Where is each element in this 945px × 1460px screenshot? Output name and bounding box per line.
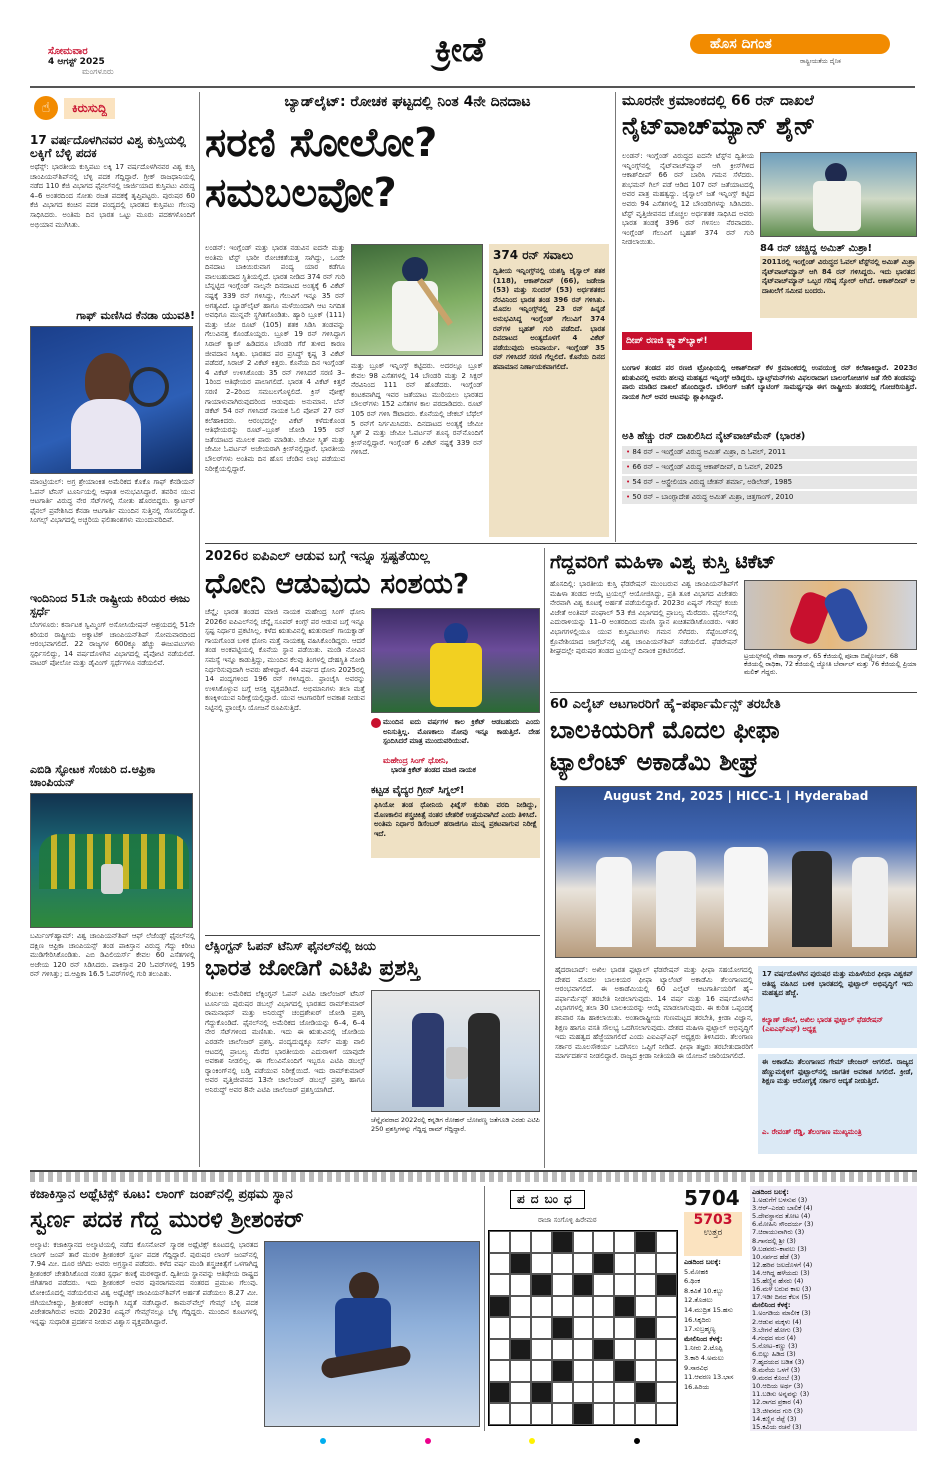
cell[interactable]	[552, 1274, 573, 1296]
kirusuddi-column	[30, 90, 195, 1170]
puzzle	[488, 1186, 917, 1431]
clue-item: 13.ಜೀವನದ ಗುರಿ (3)	[752, 1406, 803, 1415]
mishra-body: 2011ರಲ್ಲಿ ಇಂಗ್ಲೆಂಡ್ ವಿರುದ್ಧದ ಓವಲ್ ಟೆಸ್ಟ್‌ನಲ್ಲಿ ಅಮಿತ್ ಮಿಶ್ರಾ ನೈಟ್‌ವಾಚ್‌ಮ್ಯಾನ್ ಆಗಿ 84 ರನ್ ಗಳಿಸಿದ್ದರು. ಇದು ಭಾರತದ ನೈಟ್‌ವಾಚ್‌ಮ್ಯಾನ್ ಒಬ್ಬರ ಗರಿಷ್ಠ ಸ್ಕೋರ್ ಆಗಿದೆ. ಆಕಾಶ್‌ದೀಪ್ ಆ ದಾಖಲೆಗೆ ಸಮೀಪ ಬಂದರು.	[760, 256, 917, 318]
cell[interactable]	[573, 1296, 594, 1318]
cell[interactable]	[635, 1296, 656, 1318]
wrestling-caption: ಟ್ರಯಲ್ಸ್‌ನಲ್ಲಿ ನೇಹಾ ಸಾಂಗ್ವಾನ್, 65 ಕೆಜಿಯಲ್ಲಿ ಪೂಜಾ ಬಿಷ್ಣೋಯ್, 68 ಕೆಜಿಯಲ್ಲಿ ರಾಧಿಕಾ, 72 ಕೆಜಿಯಲ್ಲಿ ಜ್ಯೋತಿ ಬೆರ್ವಾಲ್ ಮತ್ತು 76 ಕೆಜಿಯಲ್ಲಿ ಪ್ರಿಯಾ ಮಲಿಕ್ ಗೆದ್ದರು.	[744, 652, 917, 676]
cell[interactable]	[656, 1231, 677, 1253]
clue-item: 14.ಮುದ್ರಿತ 15.ಹಸು	[684, 1305, 733, 1314]
cell[interactable]	[489, 1231, 510, 1253]
cell[interactable]	[489, 1403, 510, 1425]
clue-item: 17.ಸುಬ್ರಹ್ಮಣ್ಯ	[684, 1325, 716, 1334]
date-block	[48, 46, 188, 77]
clue-item: 3.ಕಾರಿ 4.ಅಮಲು	[684, 1353, 724, 1362]
mishra-head: 84 ರನ್ ಚಚ್ಚಿದ್ದ ಅಮಿತ್ ಮಿಶ್ರಾ!	[760, 243, 873, 254]
clue-item: 14.ಆಗಿದ್ದ ಹಳೆಯದು (3)	[752, 1268, 810, 1277]
cell[interactable]	[510, 1382, 531, 1404]
brief-1	[30, 134, 195, 303]
brief-2-head: ಗಾಫ್ ಮಣಿಸಿದ ಕೆನಡಾ ಯುವತಿ!	[76, 309, 195, 322]
clue-item: 14.ಕಣ್ಣಿನ ರೆಪ್ಪೆ (3)	[752, 1414, 797, 1423]
col-divider-puzzle	[484, 1186, 485, 1431]
brief-4	[30, 763, 195, 1052]
clue-item: 4.ಗಂಧದ ಮರ (4)	[752, 1333, 796, 1342]
brief-3	[30, 592, 195, 759]
lead-box	[489, 244, 609, 537]
cell[interactable]	[656, 1403, 677, 1425]
cell[interactable]	[656, 1253, 677, 1275]
yellow-dot	[529, 1438, 535, 1444]
cell[interactable]	[552, 1403, 573, 1425]
clue-item: 12.ತೊಡಲು	[684, 1296, 713, 1305]
cell[interactable]	[593, 1382, 614, 1404]
cell[interactable]	[635, 1403, 656, 1425]
masthead-city: ಮಂಗಳೂರು	[82, 67, 114, 76]
cell[interactable]	[489, 1317, 510, 1339]
cell[interactable]	[531, 1403, 552, 1425]
dhoni-body: ಚೆನ್ನೈ: ಭಾರತ ತಂಡದ ಮಾಜಿ ನಾಯಕ ಮಹೇಂದ್ರ ಸಿಂಗ್ ಧೋನಿ 2026ರ ಐಪಿಎಲ್‌ನಲ್ಲಿ ಚೆನ್ನೈ ಸೂಪರ್ ಕಿಂಗ್ಸ್ ಪರ ಆಡುವ ಬಗ್ಗೆ ಇನ್ನೂ ಸ್ಪಷ್ಟ ನಿರ್ಧಾರ ಪ್ರಕಟಿಸಿಲ್ಲ. ಕಳೆದ ಋತುವಿನಲ್ಲಿ ಋತುರಾಜ್ ಗಾಯಕ್ವಾಡ್ ಗಾಯಗೊಂಡ ಬಳಿಕ ಧೋನಿ ಮತ್ತೆ ನಾಯಕತ್ವ ವಹಿಸಿಕೊಂಡಿದ್ದರು. ಆದರೆ ತಂಡ ಅಂಕಪಟ್ಟಿಯಲ್ಲಿ ಕೊನೆಯ ಸ್ಥಾನ ಪಡೆಯಿತು. ಮಂಡಿ ನೋವಿನ ಸಮಸ್ಯೆ ಇನ್ನೂ ಕಾಡುತ್ತಿದ್ದು, ಮುಂದಿನ ಕೆಲವು ತಿಂಗಳಲ್ಲಿ ದೇಹಸ್ಥಿತಿ ನೋಡಿ ನಿರ್ಧರಿಸುವುದಾಗಿ ಅವರು ಹೇಳಿದ್ದಾರೆ. 44 ವರ್ಷದ ಧೋನಿ 2025ರಲ್ಲಿ 14 ಪಂದ್ಯಗಳಿಂದ 196 ರನ್ ಗಳಿಸಿದ್ದರು. ಫ್ರಾಂಚೈಸಿ ಅವರನ್ನು ಉಳಿಸಿಕೊಳ್ಳುವ ಬಗ್ಗೆ ಆಸಕ್ತಿ ವ್ಯಕ್ತಪಡಿಸಿದೆ. ಅಭಿಮಾನಿಗಳು ತಲಾ ಮತ್ತೆ ಕಣಕ್ಕಿಳಿಯುವ ನಿರೀಕ್ಷೆಯಲ್ಲಿದ್ದಾರೆ. ಯುವ ಆಟಗಾರರಿಗೆ ಅವಕಾಶ ನೀಡುವ ನಿಟ್ಟಿನಲ್ಲಿ ಫ್ರಾಂಚೈಸಿ ಯೋಜನೆ ರೂಪಿಸುತ್ತಿದೆ.	[205, 608, 365, 712]
block-cell	[552, 1231, 573, 1253]
logo-text: ಹೊಸ ದಿಗಂತ	[710, 36, 772, 52]
kirusuddi-label: ಕಿರುಸುದ್ದಿ	[64, 98, 115, 119]
dhoni-quote-role: ಭಾರತ ಕ್ರಿಕೆಟ್ ತಂಡದ ಮಾಜಿ ನಾಯಕ	[391, 766, 476, 774]
clue-item: 10.ಸರ್ಪದ ಹೆಡೆ (3)	[752, 1252, 801, 1261]
cell[interactable]	[635, 1339, 656, 1361]
col-divider-1	[199, 92, 200, 1167]
lead-box-body: ದ್ವಿತೀಯ ಇನ್ನಿಂಗ್ಸ್‌ನಲ್ಲಿ ಯಶಸ್ವಿ ಜೈಸ್ವಾಲ್ ಶತಕ (118), ಆಕಾಶ್‌ದೀಪ್ (66), ಜಡೇಜಾ (53) ಮತ್ತು ಸುಂದರ್ (53) ಅರ್ಧಶತಕದ ನೆರವಿನಿಂದ ಭಾರತ ತಂಡ 396 ರನ್ ಗಳಿಸಿತು. ಮೊದಲ ಇನ್ನಿಂಗ್ಸ್‌ನಲ್ಲಿ 23 ರನ್ ಹಿನ್ನಡೆ ಅನುಭವಿಸಿದ್ದ ಇಂಗ್ಲೆಂಡ್ ಗೆಲುವಿಗೆ 374 ರನ್‌ಗಳ ಬೃಹತ್ ಗುರಿ ಪಡೆದಿದೆ. ಭಾರತ ದಿನದಾಟದ ಅಂತ್ಯದೊಳಗೆ 4 ವಿಕೆಟ್ ಪಡೆಯುವುದು ಅನಿವಾರ್ಯ. ಇಂಗ್ಲೆಂಡ್ 35 ರನ್ ಗಳಿಸಿದರೆ ಸರಣಿ ಗೆಲ್ಲಲಿದೆ. ಕೊನೆಯ ದಿನದ ಹವಾಮಾನ ನಿರ್ಣಾಯಕವಾಗಲಿದೆ.	[493, 267, 605, 371]
dhoni-side-box	[371, 784, 540, 929]
clue-item: 15.ಕವಿಯ ರಚನೆ (3)	[752, 1422, 802, 1431]
block-cell	[593, 1339, 614, 1361]
lead-kicker: ಬ್ಯಾಡ್‌ಲೈಟ್: ರೋಚಕ ಘಟ್ಟದಲ್ಲಿ ನಿಂತ 4ನೇ ದಿನದಾಟ	[284, 94, 531, 110]
tennis-head: ಭಾರತ ಜೋಡಿಗೆ ಎಟಿಪಿ ಪ್ರಶಸ್ತಿ	[205, 956, 421, 981]
brief-2-body: ಮಾಂಟ್ರಿಯಲ್: ಅಗ್ರ ಶ್ರೇಯಾಂಕಿತ ಅಮೆರಿಕದ ಕೊಕೊ ಗಾಫ್ ಕೆನಡಿಯನ್ ಓಪನ್ ಟೆನಿಸ್ ಟೂರ್ನಿಯಲ್ಲಿ ಆಘಾತ ಅನುಭವಿಸಿದ್ದಾರೆ. ತವರಿನ ಯುವ ಆಟಗಾರ್ತಿ ವಿರುದ್ಧ ನೇರ ಸೆಟ್‌ಗಳಲ್ಲಿ ಸೋತು ಹೊರಬಿದ್ದರು. ಕ್ವಾರ್ಟರ್ ಫೈನಲ್ ಪ್ರವೇಶಿಸಿದ ಕೆನಡಾ ಆಟಗಾರ್ತಿ ಮುಂದಿನ ಸುತ್ತಿನಲ್ಲಿ ಸೆಣಸಲಿದ್ದಾರೆ. ಸಿಂಗಲ್ಸ್ ವಿಭಾಗದಲ್ಲಿ ಅಚ್ಚರಿಯ ಫಲಿತಾಂಶಗಳು ಮುಂದುವರಿದಿವೆ.	[30, 478, 195, 525]
clue-item: 8.ಮನೆಯ ಒಳಗೆ (3)	[752, 1366, 801, 1375]
block-cell	[552, 1317, 573, 1339]
cell[interactable]	[531, 1317, 552, 1339]
masthead-rule	[30, 86, 915, 88]
dhoni-side-head: ಕಟ್ಟಡ ವೈದ್ಯರ ಗ್ರೀನ್ ಸಿಗ್ನಲ್!	[371, 785, 465, 796]
fifa-quote-2	[758, 1054, 917, 1154]
brief-1-head: 17 ವರ್ಷದೊಳಗಿನವರ ವಿಶ್ವ ಕುಸ್ತಿಯಲ್ಲಿ ಲಕ್ಕಿಗೆ ಬೆಳ್ಳಿ ಪದಕ	[30, 133, 187, 160]
cell[interactable]	[552, 1339, 573, 1361]
clue-item: 15.ಹೆಣ್ಣಿನ ಹೆಸರು (4)	[752, 1277, 804, 1286]
fifa-body: ಹೈದರಾಬಾದ್: ಅಖಿಲ ಭಾರತ ಫುಟ್ಬಾಲ್ ಫೆಡರೇಷನ್ ಮತ್ತು ಫೀಫಾ ಸಹಯೋಗದಲ್ಲಿ ದೇಶದ ಮೊದಲ ಬಾಲಕಿಯರ ಫೀಫಾ ಟ್ಯಾಲೆಂಟ್ ಅಕಾಡೆಮಿ ತೆಲಂಗಾಣದಲ್ಲಿ ಆರಂಭವಾಗಲಿದೆ. ಈ ಅಕಾಡೆಮಿಯಲ್ಲಿ 60 ಎಲೈಟ್ ಆಟಗಾರ್ತಿಯರಿಗೆ ಹೈ–ಪರ್ಫಾರ್ಮೆನ್ಸ್ ತರಬೇತಿ ನೀಡಲಾಗುವುದು. 14 ವರ್ಷ ಮತ್ತು 16 ವರ್ಷದೊಳಗಿನ ವಿಭಾಗಗಳಲ್ಲಿ ತಲಾ 30 ಬಾಲಕಿಯರನ್ನು ಆಯ್ಕೆ ಮಾಡಲಾಗುವುದು. ಈ ಕುರಿತ ಒಪ್ಪಂದಕ್ಕೆ ಶನಿವಾರ ಸಹಿ ಹಾಕಲಾಯಿತು. ಅಂತಾರಾಷ್ಟ್ರೀಯ ಗುಣಮಟ್ಟದ ತರಬೇತಿ, ಕ್ರೀಡಾ ವಿಜ್ಞಾನ, ಶಿಕ್ಷಣ ಹಾಗೂ ವಸತಿ ಸೌಲಭ್ಯ ಒದಗಿಸಲಾಗುವುದು. ದೇಶದ ಮಹಿಳಾ ಫುಟ್ಬಾಲ್ ಅಭಿವೃದ್ಧಿಗೆ ಇದು ಮಹತ್ವದ ಹೆಜ್ಜೆಯಾಗಲಿದೆ ಎಂದು ಎಐಎಫ್‌ಎಫ್ ಅಧ್ಯಕ್ಷರು ತಿಳಿಸಿದರು. ತೆಲಂಗಾಣ ಸರ್ಕಾರ ಮೂಲಸೌಕರ್ಯ ಒದಗಿಸಲು ಒಪ್ಪಿಗೆ ನೀಡಿದೆ. ಫೀಫಾ ತಜ್ಞರು ತರಬೇತುದಾರರಿಗೆ ಮಾರ್ಗದರ್ಶನ ನೀಡಲಿದ್ದಾರೆ. ರಾಜ್ಯದ ಕ್ರೀಡಾ ನೀತಿಯಡಿ ಈ ಯೋಜನೆ ಜಾರಿಯಾಗಲಿದೆ.	[555, 966, 753, 1061]
col-divider-2	[615, 92, 616, 542]
lead-body: ಲಂಡನ್: ಇಂಗ್ಲೆಂಡ್ ಮತ್ತು ಭಾರತ ನಡುವಿನ ಐದನೇ ಮತ್ತು ಅಂತಿಮ ಟೆಸ್ಟ್ ಭಾರೀ ರೋಚಕತೆಯತ್ತ ಸಾಗಿದ್ದು, ಒಂದೇ ದಿನದಾಟ ಬಾಕಿಯಿರುವಾಗ ಪಂದ್ಯ ಯಾರ ಕಡೆಗೂ ವಾಲಬಹುದಾದ ಸ್ಥಿತಿಯಲ್ಲಿದೆ. ಭಾರತ ನೀಡಿದ 374 ರನ್ ಗುರಿ ಬೆನ್ನಟ್ಟಿದ ಇಂಗ್ಲೆಂಡ್ ನಾಲ್ಕನೇ ದಿನದಾಟದ ಅಂತ್ಯಕ್ಕೆ 6 ವಿಕೆಟ್ ನಷ್ಟಕ್ಕೆ 339 ರನ್ ಗಳಿಸಿದ್ದು, ಗೆಲುವಿಗೆ ಇನ್ನೂ 35 ರನ್ ಅಗತ್ಯವಿದೆ. ಬ್ಯಾಡ್‌ಲೈಟ್ ಹಾಗೂ ಮಳೆಯಿಂದಾಗಿ ಆಟ ನಿಗದಿತ ಅವಧಿಗೂ ಮುನ್ನವೇ ಸ್ಥಗಿತಗೊಂಡಿತು. ಹ್ಯಾರಿ ಬ್ರೂಕ್ (111) ಮತ್ತು ಜೋ ರೂಟ್ (105) ಶತಕ ಸಿಡಿಸಿ ತಂಡವನ್ನು ಗೆಲುವಿನತ್ತ ಕೊಂಡೊಯ್ದರು. ಬ್ರೂಕ್ 19 ರನ್ ಗಳಿಸಿದ್ದಾಗ ಸಿರಾಜ್ ಕ್ಯಾಚ್ ಹಿಡಿದರೂ ಬೌಂಡರಿ ಗೆರೆ ತುಳಿದ ಕಾರಣ ಜೀವದಾನ ಸಿಕ್ಕಿತು. ಭಾರತದ ಪರ ಪ್ರಸಿದ್ಧ್ ಕೃಷ್ಣ 3 ವಿಕೆಟ್ ಪಡೆದರೆ, ಸಿರಾಜ್ 2 ವಿಕೆಟ್ ಕಿತ್ತರು. ಕೊನೆಯ ದಿನ ಇಂಗ್ಲೆಂಡ್ 4 ವಿಕೆಟ್ ಉಳಿಸಿಕೊಂಡು 35 ರನ್ ಗಳಿಸಿದರೆ ಸರಣಿ 3–1ರಿಂದ ಆತಿಥೇಯರ ಪಾಲಾಗಲಿದೆ. ಭಾರತ 4 ವಿಕೆಟ್ ಕಿತ್ತರೆ ಸರಣಿ 2–2ರಿಂದ ಸಮಬಲಗೊಳ್ಳಲಿದೆ. ಕ್ರಿಸ್ ವೋಕ್ಸ್ ಗಾಯಾಳುವಾಗಿರುವುದರಿಂದ ಆಡುವುದು ಅನುಮಾನ. ಬೆನ್ ಡಕೆಟ್ 54 ರನ್ ಗಳಿಸಿದರೆ ನಾಯಕ ಓಲಿ ಪೋಪ್ 27 ರನ್ ಕಲೆಹಾಕಿದರು. ಆರಂಭದಲ್ಲೇ ವಿಕೆಟ್ ಕಳೆದುಕೊಂಡ ಆತಿಥೇಯರನ್ನು ರೂಟ್–ಬ್ರೂಕ್ ಜೋಡಿ 195 ರನ್ ಜತೆಯಾಟದ ಮೂಲಕ ಪಾರು ಮಾಡಿತು. ಜೇಮೀ ಸ್ಮಿತ್ ಮತ್ತು ಜೇಮೀ ಓವರ್ಟನ್ ಅಜೇಯರಾಗಿ ಕ್ರೀಸ್‌ನಲ್ಲಿದ್ದಾರೆ. ಭಾರತೀಯ ಬೌಲರ್‌ಗಳು ಅಂತಿಮ ದಿನ ಹೊಸ ಚೆಂಡಿನ ಲಾಭ ಪಡೆಯುವ ನಿರೀಕ್ಷೆಯಲ್ಲಿದ್ದಾರೆ.	[205, 244, 345, 473]
clue-item: 12.ರಾಗದ ಪ್ರಕಾರ (4)	[752, 1398, 803, 1407]
tennis-kicker: ಲೆಕ್ಸಿಂಗ್ಟನ್ ಓಪನ್ ಟೆನಿಸ್ ಫೈನಲ್‌ನಲ್ಲಿ ಜಯ	[205, 939, 376, 953]
block-cell	[635, 1317, 656, 1339]
block-cell	[573, 1403, 594, 1425]
masthead	[0, 0, 945, 88]
cell[interactable]	[573, 1317, 594, 1339]
clue-item: 6.ಬಿಲ್ಲು ಹಿಡಿದ (3)	[752, 1349, 796, 1358]
clue-item: 11.ಆವರಣ 13.ಭಾಸ	[684, 1373, 734, 1382]
fifa-quote-1	[758, 966, 917, 1048]
cell[interactable]	[489, 1253, 510, 1275]
lead-box-title: 374 ರನ್ ಸವಾಲು	[493, 248, 574, 262]
cell[interactable]	[573, 1253, 594, 1275]
puzzle-author: ರಾಜಾ ಸಂಗೊಳ್ಳಿ ಹಿರೇಮಠ	[538, 1216, 597, 1224]
clue-item: 9.ಸಾರವಿಧ	[684, 1363, 708, 1372]
puzzle-answer-grid	[684, 1258, 742, 1430]
nightwatch-story	[622, 92, 917, 542]
rule-tennis	[205, 935, 540, 936]
clue-item: 5.ದೇವಸ್ಥಾನದ ತೋಟ (4)	[752, 1212, 811, 1221]
lead-head-1: ಸರಣಿ ಸೋಲೋ?	[205, 120, 438, 166]
block-cell	[552, 1360, 573, 1382]
paper-logo	[690, 34, 898, 80]
hand-icon: ☝	[34, 96, 58, 120]
cell[interactable]	[489, 1339, 510, 1361]
block-cell	[573, 1274, 594, 1296]
clue-item: 1.ನೀರು 2.ಟೊಪ್ಪಿ	[684, 1344, 723, 1353]
clue-item: 9.ಮರದ ಕೊಂಬೆ (3)	[752, 1374, 801, 1383]
block-cell	[510, 1253, 531, 1275]
clue-item: 1.ಅಡುಗೆಗೆ ಬಳಸುವ (3)	[752, 1196, 808, 1205]
clue-item: 17.ಇಡೀ ದಿನದ ಕೆಲಸ (5)	[752, 1293, 811, 1302]
block-cell	[635, 1231, 656, 1253]
clue-item: 12.ಹರಿವ ಜಲದೊಳಗೆ (4)	[752, 1260, 813, 1269]
cell[interactable]	[531, 1253, 552, 1275]
puzzle-title	[510, 1190, 585, 1209]
puzzle-right-clues	[750, 1186, 917, 1431]
block-cell	[635, 1382, 656, 1404]
crossword-grid	[488, 1230, 678, 1426]
cell[interactable]	[510, 1317, 531, 1339]
clue-item: 11.ಬಡಿಸು ಅನ್ನವನ್ನು (3)	[752, 1390, 810, 1399]
nightwatch-head: ನೈಟ್‌ವಾಚ್‌ಮ್ಯಾನ್ ಶೈನ್	[622, 112, 816, 140]
puzzle-prev-num: 5703	[693, 1212, 733, 1228]
clue-item: 6.ಥಿಂಕ	[684, 1277, 701, 1286]
cyan-dot	[320, 1438, 326, 1444]
cell[interactable]	[593, 1296, 614, 1318]
clue-item: 3.ಆರ್–ಎರಡು ಬಾಲಿಕೆ (4)	[752, 1204, 813, 1213]
block-cell	[510, 1339, 531, 1361]
clue-item: 8.ಗಾನದಲ್ಲಿ ಶ್ರೀ (3)	[752, 1236, 796, 1245]
block-cell	[656, 1274, 677, 1296]
fifa-quote-1-text: 17 ವರ್ಷದೊಳಗಿನ ಪುರುಷರ ಮತ್ತು ಮಹಿಳೆಯರ ಫೀಫಾ ವಿಶ್ವಕಪ್ ಆತಿಥ್ಯ ವಹಿಸಿದ ಬಳಿಕ ಭಾರತದಲ್ಲಿ ಫುಟ್ಬಾಲ್ ಅಭಿವೃದ್ಧಿಗೆ ಇದು ಮಹತ್ವದ ಹೆಜ್ಜೆ.	[762, 970, 913, 998]
cell[interactable]	[573, 1231, 594, 1253]
puzzle-prev-box	[684, 1212, 742, 1256]
block-cell	[531, 1382, 552, 1404]
fifa-quote-2-text: ಈ ಅಕಾಡೆಮಿ ತೆಲಂಗಾಣದ ಗೇಮ್ ಚೇಂಜರ್ ಆಗಲಿದೆ. ರಾಜ್ಯದ ಹೆಣ್ಣುಮಕ್ಕಳಿಗೆ ಫುಟ್ಬಾಲ್‌ನಲ್ಲಿ ಜಾಗತಿಕ ಅವಕಾಶ ಸಿಗಲಿದೆ. ಕ್ರೀಡೆ, ಶಿಕ್ಷಣ ಮತ್ತು ಆರೋಗ್ಯಕ್ಕೆ ಸರ್ಕಾರ ಆದ್ಯತೆ ನೀಡುತ್ತಿದೆ.	[762, 1058, 913, 1086]
cell[interactable]	[510, 1360, 531, 1382]
brief-2	[30, 309, 195, 588]
cell[interactable]	[593, 1403, 614, 1425]
tennis-body: ಕೆಂಟುಕಿ: ಅಮೆರಿಕದ ಲೆಕ್ಸಿಂಗ್ಟನ್ ಓಪನ್ ಎಟಿಪಿ ಚಾಲೆಂಜರ್ ಟೆನಿಸ್ ಟೂರ್ನಿಯ ಪುರುಷರ ಡಬಲ್ಸ್ ವಿಭಾಗದಲ್ಲಿ ಭಾರತದ ರಾಮ್‌ಕುಮಾರ್ ರಾಮನಾಥನ್ ಮತ್ತು ಅನಿರುದ್ಧ್ ಚಂದ್ರಶೇಖರ್ ಜೋಡಿ ಪ್ರಶಸ್ತಿ ಗೆದ್ದುಕೊಂಡಿದೆ. ಫೈನಲ್‌ನಲ್ಲಿ ಅಮೆರಿಕದ ಜೋಡಿಯನ್ನು 6–4, 6–4 ನೇರ ಸೆಟ್‌ಗಳಿಂದ ಮಣಿಸಿತು. ಇದು ಈ ಋತುವಿನಲ್ಲಿ ಜೋಡಿಯ ಎರಡನೇ ಚಾಲೆಂಜರ್ ಪ್ರಶಸ್ತಿ. ಪಂದ್ಯದುದ್ದಕ್ಕೂ ಸರ್ವ್ ಮತ್ತು ವಾಲಿ ಆಟದಲ್ಲಿ ಪ್ರಾಬಲ್ಯ ಮೆರೆದ ಭಾರತೀಯರು ಎದುರಾಳಿಗೆ ಯಾವುದೇ ಅವಕಾಶ ನೀಡಲಿಲ್ಲ. ಈ ಗೆಲುವಿನೊಂದಿಗೆ ಇಬ್ಬರೂ ಎಟಿಪಿ ಡಬಲ್ಸ್ ರ‍್ಯಾಂಕಿಂಗ್‌ನಲ್ಲಿ ಬಡ್ತಿ ಪಡೆಯುವ ನಿರೀಕ್ಷೆಯಿದೆ. ಇದು ರಾಮ್‌ಕುಮಾರ್ ಅವರ ವೃತ್ತಿಜೀವನದ 13ನೇ ಚಾಲೆಂಜರ್ ಡಬಲ್ಸ್ ಪ್ರಶಸ್ತಿ ಹಾಗೂ ಅನಿರುದ್ಧ್ ಅವರ 8ನೇ ಎಟಿಪಿ ಚಾಲೆಂಜರ್ ಪ್ರಶಸ್ತಿಯಾಗಿದೆ.	[205, 990, 365, 1094]
block-cell	[593, 1253, 614, 1275]
col-divider-3	[544, 548, 545, 1168]
cell[interactable]	[593, 1360, 614, 1382]
flashback-tag: ದೀಪ್ ರಣಜಿ ಫ್ಲ್ಯಾಶ್‌ಬ್ಯಾಕ್!	[622, 332, 752, 350]
mishra-box	[760, 242, 917, 324]
cell[interactable]	[656, 1317, 677, 1339]
block-cell	[531, 1274, 552, 1296]
clue-item: 16.ಮಳೆ ಬರುವ ಕಾಲ (3)	[752, 1285, 812, 1294]
cell[interactable]	[552, 1296, 573, 1318]
lead-story	[205, 92, 610, 542]
cell[interactable]	[656, 1360, 677, 1382]
cell[interactable]	[614, 1253, 635, 1275]
dhoni-photo	[371, 608, 540, 713]
puzzle-number: 5704	[684, 1186, 740, 1210]
black-dot	[634, 1438, 640, 1444]
dhoni-head: ಧೋನಿ ಆಡುವುದು ಸಂಶಯ?	[205, 567, 470, 600]
kirusuddi-label-box	[30, 90, 195, 130]
cell[interactable]	[614, 1231, 635, 1253]
cell[interactable]	[593, 1274, 614, 1296]
magenta-dot	[425, 1438, 431, 1444]
gauff-photo	[30, 326, 193, 474]
star-border	[30, 1172, 917, 1182]
wrestling-head: ಗೆದ್ದವರಿಗೆ ಮಹಿಳಾ ವಿಶ್ವ ಕುಸ್ತಿ ಟಿಕೆಟ್	[550, 551, 776, 573]
brook-photo	[351, 244, 483, 356]
block-cell	[614, 1296, 635, 1318]
masthead-day: ಸೋಮವಾರ	[48, 46, 88, 57]
print-registration-dots	[320, 1438, 640, 1448]
wrestling-photo	[744, 580, 917, 650]
cell[interactable]	[531, 1339, 552, 1361]
clue-item: ಮೇಲಿನಿಂದ ಕೆಳಕ್ಕೆ:	[752, 1301, 791, 1310]
cell[interactable]	[573, 1382, 594, 1404]
dhoni-story	[205, 548, 540, 933]
brief-3-head: ಇಂದಿನಿಂದ 51ನೇ ರಾಷ್ಟ್ರೀಯ ಕಿರಿಯರ ಈಜು ಸ್ಪರ್ಧೆ	[30, 592, 190, 618]
clue-item: 16.ಸಿಕ್ಕದಿರು	[684, 1315, 712, 1324]
cell[interactable]	[593, 1231, 614, 1253]
cell[interactable]	[510, 1403, 531, 1425]
cell[interactable]	[614, 1317, 635, 1339]
clue-item: 7.ಹೃದಯದ ಬಡಿತ (3)	[752, 1357, 805, 1366]
brief-4-head: ಎಬಿಡಿ ಸ್ಫೋಟಕ ಸೆಂಚುರಿ ದ.ಆಫ್ರಿಕಾ ಚಾಂಪಿಯನ್	[30, 763, 156, 789]
block-cell	[489, 1382, 510, 1404]
flashback-body: ಬಂಗಾಳ ತಂಡದ ಪರ ರಣಜಿ ಟ್ರೋಫಿಯಲ್ಲಿ ಆಕಾಶ್‌ದೀಪ್ ಕೆಳ ಕ್ರಮಾಂಕದಲ್ಲಿ ಉಪಯುಕ್ತ ರನ್ ಕಲೆಹಾಕಿದ್ದಾರೆ. 2023ರ ಋತುವಿನಲ್ಲಿ ಅವರು ಹಲವು ಮಹತ್ವದ ಇನ್ನಿಂಗ್ಸ್ ಆಡಿದ್ದರು. ಬ್ಯಾಟ್ಸ್‌ಮನ್‌ಗಳು ವಿಫಲರಾದಾಗ ಬಾಲಂಗೋಚಿಗಳ ಜತೆ ಸೇರಿ ತಂಡವನ್ನು ಪಾರು ಮಾಡಿದ ದಾಖಲೆ ಹೊಂದಿದ್ದಾರೆ. ಬೌಲಿಂಗ್ ಜತೆಗೆ ಬ್ಯಾಟಿಂಗ್ ಸಾಮರ್ಥ್ಯವೂ ಈಗ ರಾಷ್ಟ್ರೀಯ ತಂಡದಲ್ಲಿ ಗೋಚರಿಸುತ್ತಿದೆ. ನಾಯಕ ಗಿಲ್ ಅವರ ಆಟವನ್ನು ಶ್ಲಾಘಿಸಿದ್ದಾರೆ.	[622, 364, 917, 401]
brief-4-body: ಬರ್ಮಿಂಗ್‌ಹ್ಯಾಮ್: ವಿಶ್ವ ಚಾಂಪಿಯನ್‌ಶಿಪ್ ಆಫ್ ಲೆಜೆಂಡ್ಸ್ ಫೈನಲ್‌ನಲ್ಲಿ ದಕ್ಷಿಣ ಆಫ್ರಿಕಾ ಚಾಂಪಿಯನ್ಸ್ ತಂಡ ಪಾಕಿಸ್ತಾನ ವಿರುದ್ಧ ಗೆದ್ದು ಕಿರೀಟ ಮುಡಿಗೇರಿಸಿಕೊಂಡಿತು. ಎಬಿ ಡಿವಿಲಿಯರ್ಸ್ ಕೇವಲ 60 ಎಸೆತಗಳಲ್ಲಿ ಅಜೇಯ 120 ರನ್ ಸಿಡಿಸಿದರು. ಪಾಕಿಸ್ತಾನ 20 ಓವರ್‌ಗಳಲ್ಲಿ 195 ರನ್ ಗಳಿಸಿತ್ತು; ದ.ಆಫ್ರಿಕಾ 16.5 ಓವರ್‌ಗಳಲ್ಲಿ ಗುರಿ ತಲುಪಿತು.	[30, 932, 195, 979]
fifa-banner: August 2nd, 2025 | HICC-1 | Hyderabad	[603, 789, 869, 803]
cell[interactable]	[552, 1382, 573, 1404]
puzzle-prev-label: ಉತ್ತರ	[703, 1228, 723, 1238]
clue-item: 5.ಮೋಹಕಿ	[684, 1267, 709, 1276]
cell[interactable]	[593, 1317, 614, 1339]
nw-row-3: • 54 ರನ್ – ಆಸ್ಟ್ರೇಲಿಯಾ ವಿರುದ್ಧ ಚೇತನ್ ಶರ್ಮಾ, ಅಡಿಲೇಡ್, 1985	[622, 476, 917, 489]
cell[interactable]	[656, 1382, 677, 1404]
nightwatch-kicker: ಮೂರನೇ ಕ್ರಮಾಂಕದಲ್ಲಿ 66 ರನ್ ದಾಖಲೆ	[622, 93, 814, 109]
dhoni-kicker: 2026ರ ಐಪಿಎಲ್ ಆಡುವ ಬಗ್ಗೆ ಇನ್ನೂ ಸ್ಪಷ್ಟತೆಯಿಲ್ಲ	[205, 549, 430, 564]
clue-item: ಮೇಲಿನಿಂದ ಕೆಳಕ್ಕೆ:	[684, 1334, 723, 1343]
sreeshankar-head: ಸ್ವರ್ಣ ಪದಕ ಗೆದ್ದ ಮುರಳಿ ಶ್ರೀಶಂಕರ್	[30, 1207, 304, 1233]
rule-row-2	[205, 543, 917, 544]
block-cell	[614, 1360, 635, 1382]
nw-row-1: • 84 ರನ್ – ಇಂಗ್ಲೆಂಡ್ ವಿರುದ್ಧ ಅಮಿತ್ ಮಿಶ್ರಾ, ದಿ ಓವಲ್, 2011	[622, 446, 917, 459]
clue-item: 7.ಚಿರಾಯುವಾಗಿರು (3)	[752, 1228, 805, 1237]
lead-body-cont: ಮತ್ತು ಬ್ರೂಕ್ ಇನ್ನಿಂಗ್ಸ್ ಕಟ್ಟಿದರು. ಅದರಲ್ಲೂ ಬ್ರೂಕ್ ಕೇವಲ 98 ಎಸೆತಗಳಲ್ಲಿ 14 ಬೌಂಡರಿ ಮತ್ತು 2 ಸಿಕ್ಸರ್ ನೆರವಿನಿಂದ 111 ರನ್ ಹೊಡೆದರು. ಇಂಗ್ಲೆಂಡ್ ಕಂಟಕವಾಗಿದ್ದ ಇವರ ಜತೆಯಾಟ ಮುರಿಯಲು ಭಾರತದ ಬೌಲರ್‌ಗಳು 152 ಎಸೆತಗಳ ಕಾಲ ಪರದಾಡಿದರು. ರೂಟ್ 105 ರನ್ ಗಳಿಸಿ ಔಟಾದರು. ಕೊನೆಯಲ್ಲಿ ಜೇಕಬ್ ಬೆಥೆಲ್ 5 ರನ್‌ಗೆ ನಿರ್ಗಮಿಸಿದರು. ದಿನದಾಟದ ಅಂತ್ಯಕ್ಕೆ ಜೇಮೀ ಸ್ಮಿತ್ 2 ಮತ್ತು ಜೇಮೀ ಓವರ್ಟನ್ ಶೂನ್ಯ ರನ್‌ನೊಂದಿಗೆ ಕ್ರೀಸ್‌ನಲ್ಲಿದ್ದಾರೆ. ಇಂಗ್ಲೆಂಡ್ 6 ವಿಕೆಟ್ ನಷ್ಟಕ್ಕೆ 339 ರನ್ ಗಳಿಸಿದೆ.	[351, 362, 483, 457]
clue-item: 10.ಆದಿಯ ಅರ್ಥ (3)	[752, 1382, 803, 1391]
puzzle-across-list	[752, 1188, 915, 1431]
sa-champions-photo	[30, 793, 193, 928]
clue-item: ಎಡದಿಂದ ಬಲಕ್ಕೆ:	[684, 1258, 721, 1266]
clue-item: 6.ಮೋಹಿನಿ ಸೌಂದರ್ಯ (3)	[752, 1220, 814, 1229]
clue-item: 3.ಬೇಗನೆ ಹೋಗು (3)	[752, 1325, 802, 1334]
lead-head-2: ಸಮಬಲವೋ?	[205, 170, 397, 216]
wrestling-body: ಹೊಸದಿಲ್ಲಿ: ಭಾರತೀಯ ಕುಸ್ತಿ ಫೆಡರೇಷನ್ ಮುಂಬರುವ ವಿಶ್ವ ಚಾಂಪಿಯನ್‌ಶಿಪ್‌ಗೆ ಮಹಿಳಾ ತಂಡದ ಆಯ್ಕೆ ಟ್ರಯಲ್ಸ್ ಆಯೋಜಿಸಿದ್ದು, ಪ್ರತಿ ತೂಕ ವಿಭಾಗದ ವಿಜೇತರು ನೇರವಾಗಿ ವಿಶ್ವ ಕೂಟಕ್ಕೆ ಅರ್ಹತೆ ಪಡೆಯಲಿದ್ದಾರೆ. 2023ರ ಏಷ್ಯನ್ ಗೇಮ್ಸ್ ಕಂಚು ವಿಜೇತೆ ಅಂತಿಮ್ ಪಂಘಾಲ್ 53 ಕೆಜಿ ವಿಭಾಗದಲ್ಲಿ ಪ್ರಾಬಲ್ಯ ಮೆರೆದರು. ಫೈನಲ್‌ನಲ್ಲಿ ಎದುರಾಳಿಯನ್ನು 11–0 ಅಂತರದಿಂದ ಮಣಿಸಿ ಸ್ಥಾನ ಖಚಿತಪಡಿಸಿಕೊಂಡರು. ಇತರ ವಿಭಾಗಗಳಲ್ಲಿಯೂ ಯುವ ಕುಸ್ತಿಪಟುಗಳು ಗಮನ ಸೆಳೆದರು. ಸೆಪ್ಟೆಂಬರ್‌ನಲ್ಲಿ ಕ್ರೊವೇಶಿಯಾದ ಜಾಗ್ರೆಬ್‌ನಲ್ಲಿ ವಿಶ್ವ ಚಾಂಪಿಯನ್‌ಶಿಪ್ ನಡೆಯಲಿದೆ. ಫೆಡರೇಷನ್ ಶೀಘ್ರದಲ್ಲೇ ಪುರುಷರ ತಂಡದ ಟ್ರಯಲ್ಸ್ ದಿನಾಂಕ ಪ್ರಕಟಿಸಲಿದೆ.	[550, 580, 738, 656]
cell[interactable]	[656, 1339, 677, 1361]
masthead-date: 4 ಆಗಸ್ಟ್ 2025	[48, 57, 105, 67]
cell[interactable]	[510, 1231, 531, 1253]
nw-row-4: • 50 ರನ್ – ಬಾಂಗ್ಲಾದೇಶ ವಿರುದ್ಧ ಅಮಿತ್ ಮಿಶ್ರಾ, ಚಿತ್ತಗಾಂಗ್, 2010	[622, 491, 917, 504]
sreeshankar-body: ಅಲ್ಮಾಟಿ: ಕಜಾಕಿಸ್ತಾನದ ಅಲ್ಮಾಟಿಯಲ್ಲಿ ನಡೆದ ಕೊಸನೋವ್ ಸ್ಮಾರಕ ಅಥ್ಲೆಟಿಕ್ಸ್ ಕೂಟದಲ್ಲಿ ಭಾರತದ ಲಾಂಗ್ ಜಂಪ್ ತಾರೆ ಮುರಳಿ ಶ್ರೀಶಂಕರ್ ಸ್ವರ್ಣ ಪದಕ ಗೆದ್ದಿದ್ದಾರೆ. ಪುರುಷರ ಲಾಂಗ್ ಜಂಪ್‌ನಲ್ಲಿ 7.94 ಮೀ. ದೂರ ಜಿಗಿದು ಅವರು ಅಗ್ರಸ್ಥಾನ ಪಡೆದರು. ಕಳೆದ ವರ್ಷ ಮಂಡಿ ಶಸ್ತ್ರಚಿಕಿತ್ಸೆಗೆ ಒಳಗಾಗಿದ್ದ ಶ್ರೀಶಂಕರ್ ಚೇತರಿಸಿಕೊಂಡ ನಂತರ ಸ್ಪರ್ಧಾ ಕಣಕ್ಕೆ ಮರಳಿದ್ದಾರೆ. ದ್ವಿತೀಯ ಸ್ಥಾನವನ್ನು ಆತಿಥೇಯ ರಾಷ್ಟ್ರದ ಜಿಗಿತಗಾರ ಪಡೆದರು. ಇದು ಶ್ರೀಶಂಕರ್ ಅವರ ಪುನರಾಗಮನದ ನಂತರದ ಪ್ರಮುಖ ಗೆಲುವು. ಟೋಕಿಯೊದಲ್ಲಿ ನಡೆಯಲಿರುವ ವಿಶ್ವ ಅಥ್ಲೆಟಿಕ್ಸ್ ಚಾಂಪಿಯನ್‌ಶಿಪ್‌ಗೆ ಅರ್ಹತೆ ಪಡೆಯಲು 8.27 ಮೀ. ಜಿಗಿಯಬೇಕಿದ್ದು, ಶ್ರೀಶಂಕರ್ ಅದಕ್ಕಾಗಿ ಸಿದ್ಧತೆ ನಡೆಸಿದ್ದಾರೆ. ಕಾಮನ್‌ವೆಲ್ತ್ ಗೇಮ್ಸ್ ಬೆಳ್ಳಿ ಪದಕ ವಿಜೇತರಾಗಿರುವ ಅವರು 2023ರ ಏಷ್ಯನ್ ಗೇಮ್ಸ್‌ನಲ್ಲೂ ಬೆಳ್ಳಿ ಗೆದ್ದಿದ್ದರು. ಮುಂದಿನ ಕೂಟಗಳಲ್ಲಿ ಇನ್ನಷ್ಟು ಸುಧಾರಿತ ಪ್ರದರ್ಶನ ನೀಡುವ ವಿಶ್ವಾಸ ವ್ಯಕ್ತಪಡಿಸಿದ್ದಾರೆ.	[30, 1241, 258, 1326]
nw-table	[622, 430, 917, 504]
sreeshankar-photo	[264, 1241, 480, 1427]
fifa-quotes	[758, 966, 917, 1161]
sreeshankar-story	[30, 1186, 480, 1431]
brief-1-body: ಅಥೆನ್ಸ್: ಭಾರತೀಯ ಕುಸ್ತಿಪಟು ಲಕ್ಕಿ 17 ವರ್ಷದೊಳಗಿನವರ ವಿಶ್ವ ಕುಸ್ತಿ ಚಾಂಪಿಯನ್‌ಶಿಪ್‌ನಲ್ಲಿ ಬೆಳ್ಳಿ ಪದಕ ಗೆದ್ದಿದ್ದಾರೆ. ಗ್ರೀಕ್ ರಾಜಧಾನಿಯಲ್ಲಿ ನಡೆದ 110 ಕೆಜಿ ವಿಭಾಗದ ಫೈನಲ್‌ನಲ್ಲಿ ಜಾರ್ಜಿಯಾದ ಕುಸ್ತಿಪಟು ವಿರುದ್ಧ 4–6 ಅಂತರದಿಂದ ಸೋತು ರಜತ ಪದಕಕ್ಕೆ ತೃಪ್ತಿಪಟ್ಟರು. ಪುರುಷರ 60 ಕೆಜಿ ವಿಭಾಗದ ಕಂಚಿನ ಪದಕ ಪಂದ್ಯದಲ್ಲಿ ಭಾರತದ ಕುಸ್ತಿಪಟು ಗೆಲುವು ಸಾಧಿಸಿದರು. ಅಂತಿಮ ದಿನ ಭಾರತ ಒಟ್ಟು ಮೂರು ಪದಕಗಳೊಂದಿಗೆ ಅಭಿಯಾನ ಮುಗಿಸಿತು.	[30, 163, 195, 229]
dhoni-side-body: ಫಿಸಿಯೋ ತಂಡ ಧೋನಿಯ ಫಿಟ್ನೆಸ್ ಕುರಿತು ವರದಿ ನೀಡಿದ್ದು, ಮೊಣಕಾಲಿನ ಶಸ್ತ್ರಚಿಕಿತ್ಸೆ ನಂತರ ಚೇತರಿಕೆ ಉತ್ತಮವಾಗಿದೆ ಎಂದು ತಿಳಿಸಿದೆ. ಅಂತಿಮ ನಿರ್ಧಾರ ಡಿಸೆಂಬರ್ ಹರಾಜಿಗೂ ಮುನ್ನ ಪ್ರಕಟವಾಗುವ ನಿರೀಕ್ಷೆ ಇದೆ.	[371, 798, 540, 858]
fifa-head-1: ಬಾಲಕಿಯರಿಗೆ ಮೊದಲ ಫೀಫಾ	[550, 716, 780, 744]
cell[interactable]	[614, 1274, 635, 1296]
block-cell	[489, 1296, 510, 1318]
cell[interactable]	[510, 1274, 531, 1296]
fifa-head-2: ಟ್ಯಾಲೆಂಟ್ ಅಕಾಡೆಮಿ ಶೀಘ್ರ	[550, 748, 759, 776]
cell[interactable]	[573, 1360, 594, 1382]
tennis-photo	[371, 990, 540, 1112]
fifa-photo	[555, 786, 917, 958]
cell[interactable]	[531, 1296, 552, 1318]
sreeshankar-kicker: ಕಜಾಕಿಸ್ತಾನ ಅಥ್ಲೆಟಿಕ್ಸ್ ಕೂಟ: ಲಾಂಗ್ ಜಂಪ್‌ನಲ್ಲಿ ಪ್ರಥಮ ಸ್ಥಾನ	[30, 1187, 293, 1202]
brief-3-body: ಬೆಂಗಳೂರು: ಕರ್ನಾಟಕ ಸ್ವಿಮ್ಮಿಂಗ್ ಅಸೋಸಿಯೇಷನ್ ಆಶ್ರಯದಲ್ಲಿ 51ನೇ ಕಿರಿಯರ ರಾಷ್ಟ್ರೀಯ ಅಕ್ವಾಟಿಕ್ ಚಾಂಪಿಯನ್‌ಶಿಪ್ ಸೋಮವಾರದಿಂದ ಆರಂಭವಾಗಲಿದೆ. 22 ರಾಜ್ಯಗಳ 600ಕ್ಕೂ ಹೆಚ್ಚು ಈಜುಪಟುಗಳು ಸ್ಪರ್ಧಿಸಲಿದ್ದು, 14 ವರ್ಷದೊಳಗಿನ ವಿಭಾಗದಲ್ಲಿ ಪೈಪೋಟಿ ನಡೆಯಲಿದೆ. ವಾಟರ್ ಪೋಲೋ ಮತ್ತು ಡೈವಿಂಗ್ ಸ್ಪರ್ಧೆಗಳೂ ನಡೆಯಲಿವೆ.	[30, 621, 195, 668]
cell[interactable]	[531, 1231, 552, 1253]
clue-item: 16.ಹಿರಿಯ	[684, 1382, 710, 1391]
nightwatch-body: ಲಂಡನ್: ಇಂಗ್ಲೆಂಡ್ ವಿರುದ್ಧದ ಐದನೇ ಟೆಸ್ಟ್‌ನ ದ್ವಿತೀಯ ಇನ್ನಿಂಗ್ಸ್‌ನಲ್ಲಿ ನೈಟ್‌ವಾಚ್‌ಮ್ಯಾನ್ ಆಗಿ ಕ್ರೀಸ್‌ಗಿಳಿದ ಆಕಾಶ್‌ದೀಪ್ 66 ರನ್ ಬಾರಿಸಿ ಗಮನ ಸೆಳೆದರು. ಶುಭಮನ್ ಗಿಲ್ ಪಡೆ ಆಡಿದ 107 ರನ್ ಜತೆಯಾಟದಲ್ಲಿ ಅವರ ಪಾತ್ರ ಮಹತ್ವದ್ದು. ಜೈಸ್ವಾಲ್ ಜತೆ ಇನ್ನಿಂಗ್ಸ್ ಕಟ್ಟಿದ ಅವರು 94 ಎಸೆತಗಳಲ್ಲಿ 12 ಬೌಂಡರಿಗಳನ್ನು ಸಿಡಿಸಿದರು. ಟೆಸ್ಟ್ ವೃತ್ತಿಜೀವನದ ಚೊಚ್ಚಲ ಅರ್ಧಶತಕ ಸಾಧಿಸಿದ ಅವರು ಭಾರತ ತಂಡಕ್ಕೆ 396 ರನ್ ಗಳಿಸಲು ನೆರವಾದರು. ಇಂಗ್ಲೆಂಡ್ ಗೆಲುವಿಗೆ ಬೃಹತ್ 374 ರನ್ ಗುರಿ ನೀಡಲಾಯಿತು.	[622, 152, 754, 247]
quote-icon	[371, 718, 381, 728]
puzzle-mid-clues	[684, 1258, 742, 1392]
clue-item: 2.ಆಡುವ ಮಕ್ಕಳು (4)	[752, 1317, 802, 1326]
dhoni-quote	[371, 718, 540, 778]
akashdeep-photo	[760, 152, 917, 237]
logo-tagline: ರಾಷ್ಟ್ರೀಯತೆಯ ದೈನಿಕ	[800, 58, 841, 65]
clue-item: 5.ನೋಟ–ಕಣ್ಣು (3)	[752, 1341, 798, 1350]
fifa-story	[550, 696, 917, 1166]
cell[interactable]	[614, 1403, 635, 1425]
cell[interactable]	[489, 1360, 510, 1382]
tennis-caption: ಚೆನ್ನೈನವರಾದ 2022ರಲ್ಲಿ ಕನ್ನಡಿಗ ರೋಹನ್ ಬೋಪಣ್ಣ ಜತೆಗೂಡಿ ಎರಡು ಎಟಿಪಿ 250 ಪ್ರಶಸ್ತಿಗಳನ್ನು ಗೆದ್ದಿದ್ದ ರಾಮ್ ಗೆದ್ದಿದ್ದಾರೆ.	[371, 1116, 540, 1133]
cell[interactable]	[635, 1253, 656, 1275]
dhoni-quote-text: ಮುಂದಿನ ಐದು ವರ್ಷಗಳ ಕಾಲ ಕ್ರಿಕೆಟ್ ಆಡಬಹುದು ಎಂದು ಅನಿಸುತ್ತಿಲ್ಲ. ಮೊಣಕಾಲು ನೋವು ಇನ್ನೂ ಕಾಡುತ್ತಿದೆ. ದೇಹ ಸ್ಪಂದಿಸಿದರೆ ಮಾತ್ರ ಮುಂದುವರಿಯುವೆ.	[383, 718, 540, 746]
wrestling-story	[550, 548, 917, 688]
cell[interactable]	[614, 1382, 635, 1404]
rule-fifa	[550, 692, 917, 693]
fifa-quote-1-by: ಕಲ್ಯಾಣ್ ಚೌಬೆ, ಅಖಿಲ ಭಾರತ ಫುಟ್ಬಾಲ್ ಫೆಡರೇಷನ್ (ಎಐಎಫ್‌ಎಫ್) ಅಧ್ಯಕ್ಷ	[762, 1016, 883, 1033]
cell[interactable]	[489, 1274, 510, 1296]
clue-item: ಎಡದಿಂದ ಬಲಕ್ಕೆ:	[752, 1188, 789, 1196]
tennis-story	[205, 938, 540, 1170]
nw-table-title: ಅತಿ ಹೆಚ್ಚು ರನ್ ದಾಖಲಿಸಿದ ನೈಟ್‌ವಾಚ್‌ಮೆನ್ (ಭಾರತ)	[622, 431, 806, 442]
fifa-quote-2-by: ಎ. ರೇವಂತ್ ರೆಡ್ಡಿ, ತೆಲಂಗಾಣ ಮುಖ್ಯಮಂತ್ರಿ	[762, 1128, 862, 1136]
cell[interactable]	[614, 1339, 635, 1361]
cell[interactable]	[531, 1360, 552, 1382]
nw-row-2: • 66 ರನ್ – ಇಂಗ್ಲೆಂಡ್ ವಿರುದ್ಧ ಆಕಾಶ್‌ದೀಪ್, ದಿ ಓವಲ್, 2025	[622, 461, 917, 474]
cell[interactable]	[635, 1274, 656, 1296]
section-title: ಕ್ರೀಡೆ	[434, 30, 486, 70]
cell[interactable]	[635, 1360, 656, 1382]
dhoni-quote-by: ಮಹೇಂದ್ರ ಸಿಂಗ್ ಧೋನಿ,	[383, 756, 449, 765]
cell[interactable]	[656, 1296, 677, 1318]
cell[interactable]	[552, 1253, 573, 1275]
clue-item: 1.ಅಂಗಡಿಯ ಮಾಲೀಕ (3)	[752, 1309, 811, 1318]
clue-item: 8.ಕವಿತೆ 10.ಕಬ್ಬು	[684, 1286, 724, 1295]
cell[interactable]	[510, 1296, 531, 1318]
puzzle-title-tile: ಪದಬಂಧ	[510, 1190, 585, 1209]
clue-item: 9.ಬಡವರು–ಕಾವಲು (3)	[752, 1244, 807, 1253]
cell[interactable]	[573, 1339, 594, 1361]
fifa-kicker: 60 ಎಲೈಟ್ ಆಟಗಾರರಿಗೆ ಹೈ–ಪರ್ಫಾರ್ಮೆನ್ಸ್ ತರಬೇತಿ	[550, 697, 781, 712]
